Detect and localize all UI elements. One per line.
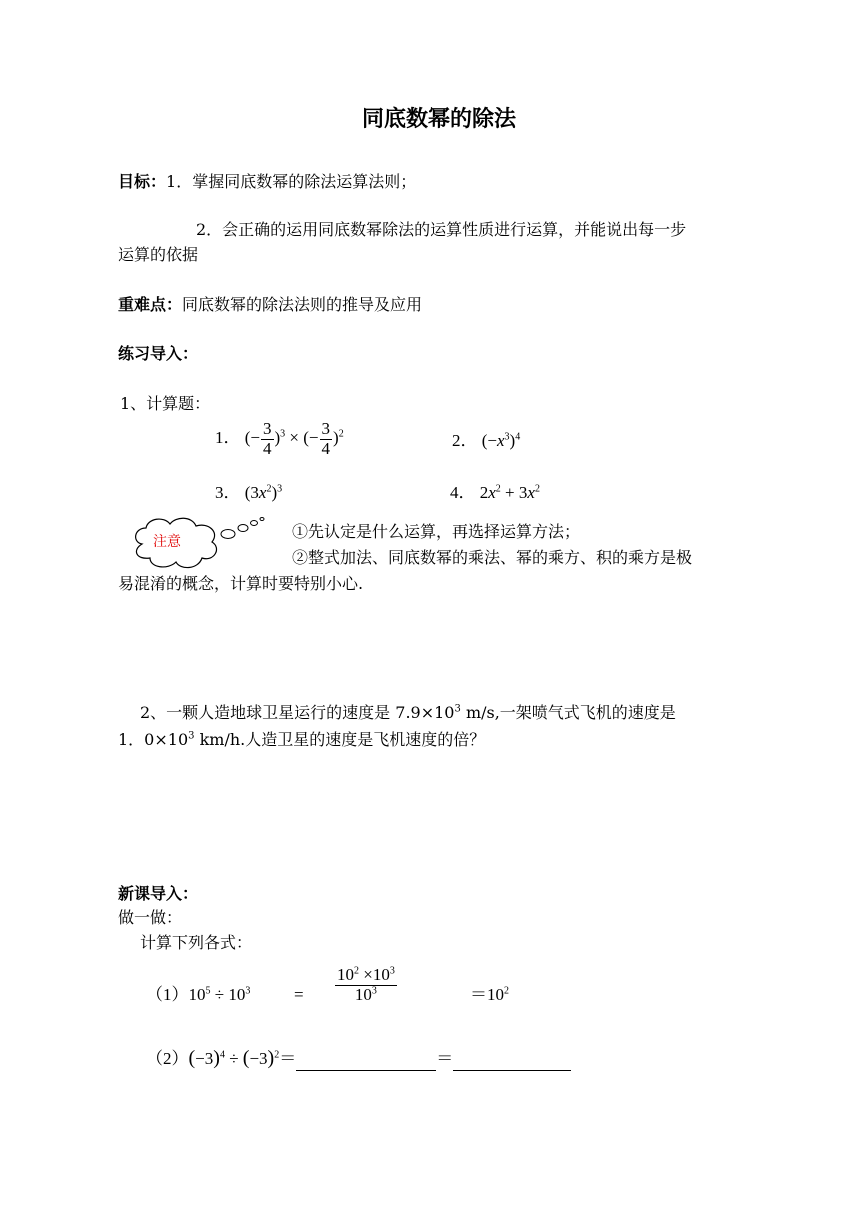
note-cloud-icon (128, 514, 278, 574)
q2-line-2-exponent: 3 (188, 730, 195, 742)
q1-p1-number: 1． (215, 428, 241, 448)
q1-p3-expression: $(3x^2)^3$ (244, 483, 283, 502)
key-points-label: 重难点： (118, 295, 183, 314)
page-title: 同底数幂的除法 (362, 107, 517, 132)
new-lesson-heading: 新课导入： (118, 884, 199, 903)
exercise-2-expression: $(-3)^4 \div (-3)^2$ (188, 1047, 280, 1069)
goal-label: 目标： (118, 172, 167, 191)
exercise-1-fraction (334, 966, 398, 1004)
try-it-label: 做一做： (118, 908, 183, 927)
goal-item-1: 1．掌握同底数幂的除法运算法则； (166, 172, 417, 191)
exercise-2-answer-blank-1[interactable] (296, 1052, 436, 1071)
note-line-1: ①先认定是什么运算，再选择运算方法； (292, 522, 581, 541)
note-line-3: 易混淆的概念，计算时要特别小心. (118, 574, 364, 593)
note-line-2: ②整式加法、同底数幂的乘法、幂的乘方、积的乘方是极 (292, 548, 693, 567)
q2-line-2-text-b: km/h.人造卫星的速度是飞机速度的倍？ (194, 730, 486, 749)
exercise-2 (146, 1046, 571, 1071)
q2-line-2-text-a: 1．0×10 (118, 730, 189, 749)
exercise-2-equals-1: ＝ (279, 1049, 297, 1068)
goal-item-2-line-1: 2．会正确的运用同底数幂除法的运算性质进行运算，并能说出每一步 (196, 220, 687, 239)
exercise-2-answer-blank-2[interactable] (453, 1052, 571, 1071)
exercise-2-equals-2: ＝ (436, 1049, 454, 1068)
q1-problem-2 (452, 430, 520, 451)
q2-line-1 (140, 703, 676, 723)
instruction-text: 计算下列各式： (140, 933, 253, 952)
exercise-1-fraction-expr: $\frac{10^2 \times 10^3}{10^3}$ (337, 965, 395, 1004)
goal-line-1 (118, 172, 416, 192)
note-bubble-label: 注意 (153, 534, 181, 550)
practice-heading: 练习导入： (118, 344, 199, 363)
q1-problem-1 (215, 420, 344, 458)
exercise-1-equals: = (294, 985, 304, 1004)
exercise-1-expression: $10^5 \div 10^3$ (188, 985, 251, 1004)
q1-p4-number: 4． (450, 483, 476, 502)
q1-label: 1、计算题： (120, 394, 211, 413)
q1-p2-number: 2． (452, 431, 478, 450)
q1-problem-3 (215, 482, 282, 503)
q2-line-1-exponent: 3 (454, 703, 461, 715)
goal-item-2-line-2: 运算的依据 (118, 245, 199, 264)
key-points (118, 295, 422, 315)
q1-p1-expression: (− $\frac{3}{4}$ )$^3$ × (− $\frac{3}{4}$ )$^2$ (244, 419, 344, 458)
q1-p4-expression: $2x^2 + 3x^2$ (479, 483, 540, 502)
q1-p2-expression: $(-x^3)^4$ (481, 431, 521, 450)
exercise-1-result: $=10^2$ (470, 985, 509, 1004)
q2-line-2 (118, 730, 485, 750)
key-points-text: 同底数幂的除法法则的推导及应用 (182, 295, 423, 314)
exercise-1 (146, 984, 250, 1005)
exercise-1-result-text: ＝10 (470, 985, 504, 1004)
q1-problem-4 (450, 482, 540, 503)
q2-line-1-text-a: 2、一颗人造地球卫星运行的速度是 7.9×10 (140, 703, 455, 722)
exercise-2-label: （2） (146, 1049, 189, 1068)
q2-line-1-text-b: m/s,一架喷气式飞机的速度是 (460, 703, 676, 722)
q1-p3-number: 3． (215, 483, 241, 502)
exercise-1-label: （1） (146, 985, 189, 1004)
